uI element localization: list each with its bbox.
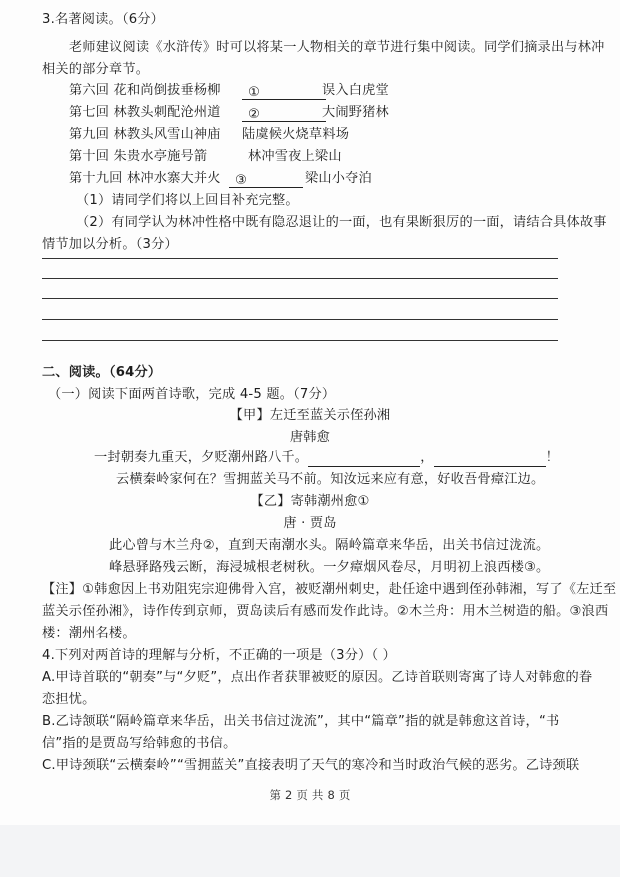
question-3-intro: 老师建议阅读《水浒传》时可以将某一人物相关的章节进行集中阅读。同学们摘录出与林冲 <box>69 40 605 55</box>
chapter-7-left: 第七回 林教头刺配沧州道 <box>69 105 221 120</box>
sub-question-1: （1）请同学们将以上回目补充完整。 <box>76 193 299 208</box>
answer-line[interactable] <box>42 278 558 279</box>
chapter-10-right: 林冲雪夜上梁山 <box>248 149 342 164</box>
option-a[interactable]: A.甲诗首联的“朝奏”与“夕贬”，点出作者获罪被贬的原因。乙诗首联则寄寓了诗人对韩愈的眷 <box>42 670 593 685</box>
chapter-6-left: 第六回 花和尚倒拔垂杨柳 <box>69 83 221 98</box>
question-3-intro-cont: 相关的部分章节。 <box>42 62 150 77</box>
poem-2-author: 唐 · 贾岛 <box>283 516 337 531</box>
chapter-9-left: 第九回 林教头风雪山神庙 <box>69 127 221 142</box>
chapter-19-left: 第十九回 林冲水寨大并火 <box>69 171 221 186</box>
poem-2-line-2: 峰悬驿路残云断，海浸城根老树秋。一夕瘴烟风卷尽，月明初上浪西楼③。 <box>109 560 550 575</box>
sub-question-2: （2）有同学认为林冲性格中既有隐忍退让的一面，也有果断狠厉的一面，请结合具体故事 <box>76 215 607 230</box>
answer-line[interactable] <box>42 340 558 341</box>
option-c[interactable]: C.甲诗颈联“云横秦岭”“雪拥蓝关”直接表明了天气的寒冷和当时政治气候的恶劣。乙诗颈联 <box>42 758 580 773</box>
answer-line[interactable] <box>42 258 558 259</box>
poem-1-author: 唐韩愈 <box>289 430 331 445</box>
blank-3: ③ <box>229 172 303 188</box>
poem-2-title: 【乙】寄韩潮州愈① <box>250 494 370 509</box>
option-b[interactable]: B.乙诗颔联“隔岭篇章来华岳，出关书信过泷流”，其中“篇章”指的就是韩愈这首诗，“书 <box>42 714 560 729</box>
sub-question-2-cont: 情节加以分析。（3分） <box>42 237 178 252</box>
poem-1-title: 【甲】左迁至蓝关示侄孙湘 <box>229 408 391 423</box>
chapter-6-blank[interactable] <box>242 82 326 100</box>
option-b-cont: 信”指的是贾岛写给韩愈的书信。 <box>42 736 237 751</box>
poem-2-line-1: 此心曾与木兰舟②，直到天南潮水头。隔岭篇章来华岳，出关书信过泷流。 <box>109 538 550 553</box>
option-a-cont: 恋担忧。 <box>42 692 96 707</box>
poem-1-line-1 <box>94 449 559 467</box>
answer-line[interactable] <box>42 319 558 320</box>
viewer-bottom-area <box>0 825 620 877</box>
chapter-7-right: 大闹野猪林 <box>322 105 389 120</box>
notes-line-3: 楼：潮州名楼。 <box>42 626 136 641</box>
blank-2: ② <box>242 106 326 122</box>
part-1-instruction: （一）阅读下面两首诗歌，完成 4-5 题。（7分） <box>48 387 336 402</box>
chapter-19-blank[interactable] <box>229 170 303 188</box>
poem-1-line-2: 云横秦岭家何在？雪拥蓝关马不前。知汝远来应有意，好收吾骨瘴江边。 <box>116 472 545 487</box>
poem-blank-2[interactable] <box>434 451 546 467</box>
chapter-6-right: 误入白虎堂 <box>322 83 389 98</box>
poem-exclamation: ！ <box>545 450 559 465</box>
chapter-19-right: 梁山小夺泊 <box>305 171 372 186</box>
notes-line-1: 【注】①韩愈因上书劝阻宪宗迎佛骨入宫，被贬潮州刺史，赴任途中遇到侄孙韩湘，写了《左迁至 <box>42 582 617 597</box>
question-3-title: 3.名著阅读。（6分） <box>42 12 165 27</box>
poem-comma: ， <box>420 450 434 465</box>
question-4-stem: 4.下列对两首诗的理解与分析，不正确的一项是（3分）（ ） <box>42 648 397 663</box>
chapter-7-blank[interactable] <box>242 104 326 122</box>
blank-1: ① <box>242 84 326 100</box>
answer-line[interactable] <box>42 298 558 299</box>
chapter-9-right: 陆虞候火烧草料场 <box>242 127 350 142</box>
poem-blank-1[interactable] <box>308 451 420 467</box>
notes-line-2: 蓝关示侄孙湘》，诗作传到京师，贾岛读后有感而发作此诗。②木兰舟：用木兰树造的船。③浪西 <box>42 604 609 619</box>
chapter-10-left: 第十回 朱贵水亭施号箭 <box>69 149 208 164</box>
section-2-title: 二、阅读。（64分） <box>42 365 162 380</box>
page-number: 第 2 页 共 8 页 <box>269 788 351 802</box>
poem-1-line-1-text: 一封朝奏九重天，夕贬潮州路八千。 <box>94 450 309 465</box>
